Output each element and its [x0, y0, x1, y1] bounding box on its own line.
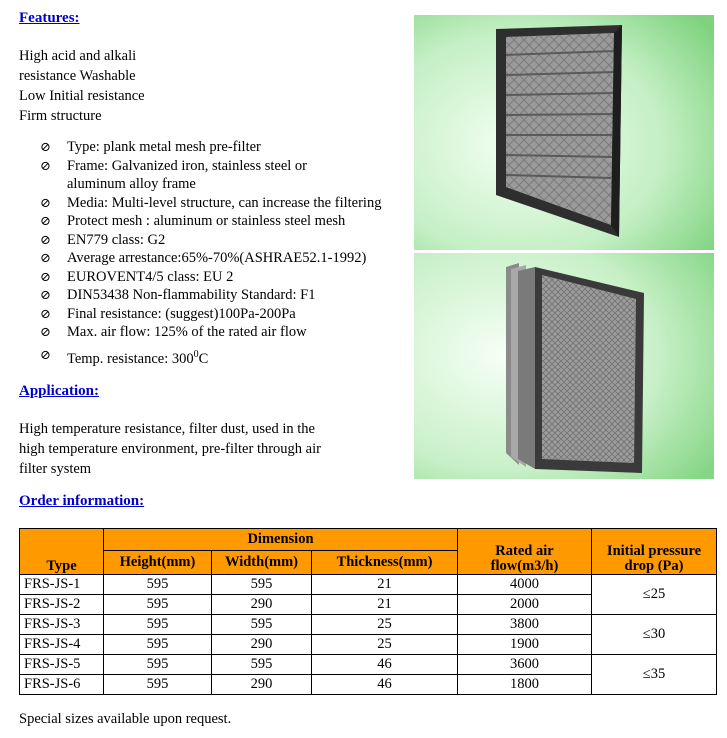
- cell-width: 595: [212, 615, 312, 635]
- application-text: [19, 419, 321, 479]
- feature-item: ⊘ Max. air flow: 125% of the rated air flow: [40, 324, 307, 340]
- cell-height: 595: [104, 675, 212, 695]
- cell-type: FRS-JS-3: [20, 615, 104, 635]
- cell-type: FRS-JS-6: [20, 675, 104, 695]
- cell-width: 290: [212, 675, 312, 695]
- feature-item: ⊘ Type: plank metal mesh pre-filter: [40, 139, 261, 155]
- intro-line: Firm structure: [19, 108, 102, 124]
- feature-item: ⊘ EUROVENT4/5 class: EU 2: [40, 268, 234, 285]
- order-table: [19, 528, 717, 695]
- bullet-icon: ⊘: [40, 305, 51, 321]
- bullet-icon: ⊘: [40, 213, 51, 228]
- header-dimension: Dimension: [104, 529, 458, 551]
- feature-item: ⊘ Temp. resistance: $300^0C$: [40, 346, 209, 367]
- cell-width: 595: [212, 655, 312, 675]
- bullet-icon: ⊘: [40, 157, 51, 173]
- product-photo-bottom: [414, 253, 714, 479]
- cell-thickness: 46: [312, 675, 458, 695]
- cell-flow: 1800: [458, 675, 592, 695]
- table-row: [20, 655, 717, 675]
- table-row: [20, 575, 717, 595]
- bullet-icon: ⊘: [40, 250, 51, 265]
- cell-thickness: 25: [312, 615, 458, 635]
- table-row: [20, 615, 717, 635]
- cell-pressure: ≤35: [592, 655, 717, 695]
- cell-height: 595: [104, 635, 212, 655]
- cell-thickness: 21: [312, 575, 458, 595]
- header-thickness: Thickness(mm): [312, 551, 458, 575]
- bullet-icon: ⊘: [40, 268, 51, 284]
- intro-line: Low Initial resistance: [19, 88, 145, 104]
- product-photo-top: [414, 15, 714, 250]
- cell-flow: 1900: [458, 635, 592, 655]
- feature-item: ⊘ Protect mesh : aluminum or stainless steel mesh: [40, 213, 346, 229]
- order-heading: Order information:: [19, 493, 145, 509]
- bullet-icon: ⊘: [40, 231, 51, 247]
- cell-thickness: 25: [312, 635, 458, 655]
- feature-item: ⊘ EN779 class: G2: [40, 231, 166, 248]
- cell-flow: 3800: [458, 615, 592, 635]
- application-line: filter system: [19, 461, 92, 477]
- special-sizes-note: Special sizes available upon request.: [19, 711, 232, 727]
- bullet-icon: ⊘: [40, 324, 51, 339]
- cell-height: 595: [104, 655, 212, 675]
- application-line: high temperature environment, pre-filter through air: [19, 441, 321, 457]
- bullet-icon: ⊘: [40, 194, 51, 210]
- cell-flow: 2000: [458, 595, 592, 615]
- cell-thickness: 21: [312, 595, 458, 615]
- cell-type: FRS-JS-2: [20, 595, 104, 615]
- application-heading: Application:: [19, 383, 100, 399]
- feature-item: ⊘ Media: Multi-level structure, can increase the filtering: [40, 194, 382, 211]
- intro-line: resistance Washable: [19, 68, 136, 84]
- features-intro: [19, 46, 145, 126]
- header-width: Width(mm): [212, 551, 312, 575]
- cell-width: 290: [212, 635, 312, 655]
- bullet-icon: ⊘: [40, 287, 51, 302]
- header-pressure-drop: Initial pressure drop (Pa): [592, 529, 717, 575]
- application-line: High temperature resistance, filter dust, used in the: [19, 421, 315, 437]
- features-heading: Features:: [19, 10, 80, 26]
- cell-height: 595: [104, 575, 212, 595]
- intro-line: High acid and alkali: [19, 48, 137, 64]
- cell-type: FRS-JS-5: [20, 655, 104, 675]
- cell-flow: 4000: [458, 575, 592, 595]
- cell-type: FRS-JS-4: [20, 635, 104, 655]
- bullet-icon: ⊘: [40, 139, 51, 154]
- header-rated-flow: Rated air flow(m3/h): [458, 529, 592, 575]
- cell-pressure: ≤25: [592, 575, 717, 615]
- cell-type: FRS-JS-1: [20, 575, 104, 595]
- features-list: [40, 138, 381, 368]
- feature-item: ⊘ Final resistance: (suggest)100Pa-200Pa: [40, 305, 296, 322]
- header-type: Type: [20, 529, 104, 575]
- header-height: Height(mm): [104, 551, 212, 575]
- cell-width: 595: [212, 575, 312, 595]
- cell-flow: 3600: [458, 655, 592, 675]
- bullet-icon: ⊘: [40, 346, 51, 362]
- feature-item: ⊘ DIN53438 Non-flammability Standard: F1: [40, 287, 316, 303]
- feature-item: ⊘ Average arrestance:65%-70%(ASHRAE52.1-1992): [40, 250, 367, 266]
- cell-width: 290: [212, 595, 312, 615]
- feature-item: ⊘ Frame: Galvanized iron, stainless steel or aluminum alloy frame: [40, 157, 307, 192]
- cell-pressure: ≤30: [592, 615, 717, 655]
- cell-height: 595: [104, 615, 212, 635]
- cell-height: 595: [104, 595, 212, 615]
- cell-thickness: 46: [312, 655, 458, 675]
